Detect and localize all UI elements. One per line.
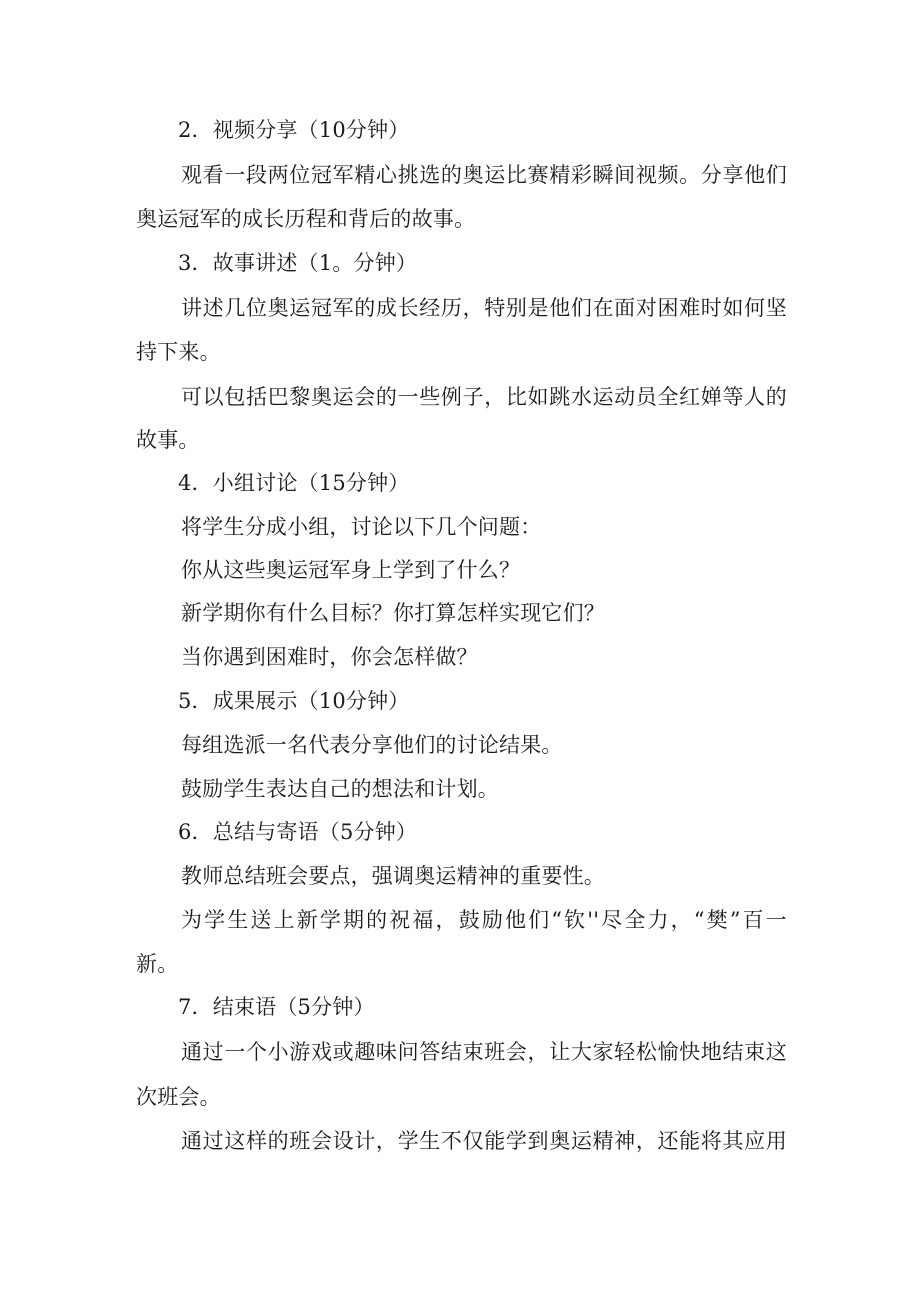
question-line: 你从这些奥运冠军身上学到了什么？ — [181, 558, 521, 582]
paragraph-line: 为学生送上新学期的祝福，鼓励他们“钦''尽全力，“樊”百一 — [181, 908, 787, 932]
paragraph-line: 奥运冠军的成长历程和背后的故事。 — [136, 207, 476, 231]
paragraph-line: 通过这样的班会设计，学生不仅能学到奥运精神，还能将其应用 — [181, 1129, 787, 1153]
paragraph-line: 通过一个小游戏或趣味问答结束班会，让大家轻松愉快地结束这 — [181, 1040, 787, 1064]
paragraph-line: 观看一段两位冠军精心挑选的奥运比赛精彩瞬间视频。分享他们 — [181, 163, 787, 187]
section-heading-storytelling: 3．故事讲述（1。分钟） — [178, 251, 418, 275]
paragraph-line: 每组选派一名代表分享他们的讨论结果。 — [181, 733, 563, 757]
section-heading-video-sharing: 2．视频分享（10分钟） — [178, 118, 410, 142]
paragraph-line: 持下来。 — [136, 340, 221, 364]
paragraph-line: 鼓励学生表达自己的想法和计划。 — [181, 777, 499, 801]
section-heading-results-showcase: 5．成果展示（10分钟） — [178, 689, 410, 713]
paragraph-line: 将学生分成小组，讨论以下几个问题： — [181, 515, 542, 539]
section-heading-summary: 6．总结与寄语（5分钟） — [178, 820, 418, 844]
section-heading-group-discussion: 4．小组讨论（15分钟） — [178, 471, 410, 495]
paragraph-line: 新。 — [136, 952, 179, 976]
question-line: 当你遇到困难时，你会怎样做？ — [181, 645, 478, 669]
question-line: 新学期你有什么目标？你打算怎样实现它们？ — [181, 601, 605, 625]
section-heading-closing: 7．结束语（5分钟） — [178, 995, 375, 1019]
paragraph-line: 故事。 — [136, 428, 200, 452]
paragraph-line: 次班会。 — [136, 1085, 221, 1109]
paragraph-line: 教师总结班会要点，强调奥运精神的重要性。 — [181, 864, 605, 888]
paragraph-line: 讲述几位奥运冠军的成长经历，特别是他们在面对困难时如何坚 — [181, 296, 787, 320]
paragraph-line: 可以包括巴黎奥运会的一些例子，比如跳水运动员全红婵等人的 — [181, 385, 787, 409]
